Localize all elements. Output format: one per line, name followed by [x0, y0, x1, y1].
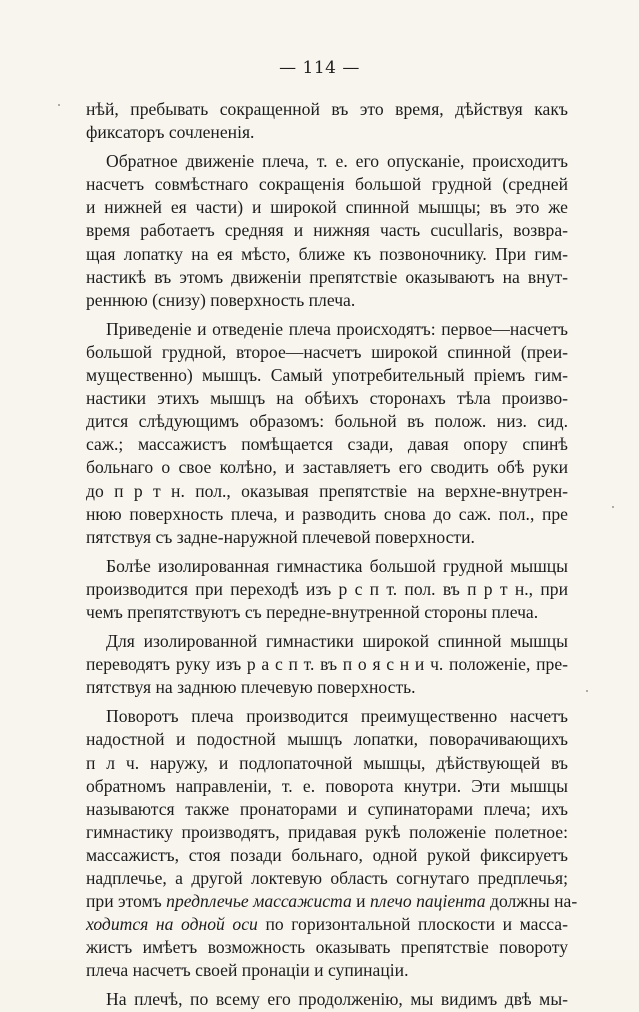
- scan-speck: [612, 506, 614, 508]
- text-line: п л ч. наружу, и подлопаточной мышцы, дѣйствующей въ: [86, 752, 568, 773]
- text-run: при этомъ: [86, 891, 167, 912]
- text-line: настикѣ въ этомъ движеніи препятствіе оказываютъ на внут-: [86, 266, 568, 287]
- text-line: нѣй, пребывать сокращенной въ это время, дѣйствуя какъ: [86, 99, 568, 119]
- text-line: реннюю (снизу) поверхность плеча.: [86, 289, 356, 310]
- text-run: и: [351, 891, 370, 912]
- text-line: называются также пронаторами и супинаторами плеча; ихъ: [86, 798, 568, 819]
- text-line: мущественно) мышцъ. Самый употребительный пріемъ гим-: [86, 365, 568, 386]
- text-line: насчетъ совмѣстнаго сокращенія большой грудной (средней: [86, 174, 568, 195]
- text-line: Для изолированной гимнастики широкой спинной мышцы: [106, 631, 568, 652]
- text-line: и нижней ея части) и широкой спинной мышцы; въ это же: [86, 197, 568, 218]
- body-text: [86, 98, 578, 1012]
- text-line: гимнастику производятъ, придавая рукѣ положеніе полетное:: [86, 821, 568, 842]
- text-run: должны на-: [485, 891, 578, 912]
- text-line: пятствуя съ задне-наружной плечевой поверхности.: [86, 526, 475, 547]
- text-line: саж.; массажистъ помѣщается сзади, давая опору спинѣ: [86, 434, 568, 455]
- text-line: Болѣе изолированная гимнастика большой грудной мышцы: [106, 555, 568, 576]
- text-line: больнаго о свое колѣно, и заставляетъ его сводить обѣ руки: [86, 457, 568, 478]
- text-run: по горизонтальной плоскости и масса-: [257, 914, 568, 935]
- text-line: настики этихъ мышцъ на обѣихъ сторонахъ тѣла произво-: [86, 388, 568, 409]
- text-line: надплечье, а другой локтевую область согнутаго предплечья;: [86, 868, 568, 888]
- text-line: щая лопатку на ея мѣсто, ближе къ позвоночнику. При гим-: [86, 243, 568, 264]
- text-line: нюю поверхность плеча, и разводить снова до саж. пол., пре: [86, 503, 568, 524]
- text-line: дится слѣдующимъ образомъ: больной въ полож. низ. сид.: [86, 411, 568, 432]
- text-line: пятствуя на заднюю плечевую поверхность.: [86, 677, 416, 698]
- text-line-italic-mix: [86, 890, 578, 913]
- text-line: Обратное движеніе плеча, т. е. его опусканіе, происходитъ: [106, 151, 568, 172]
- text-line: до п р т н. пол., оказывая препятствіе на верхне-внутрен-: [86, 480, 568, 501]
- text-line: массажистъ, стоя позади больнаго, одной рукой фиксируетъ: [86, 844, 568, 865]
- text-line: обратномъ направленіи, т. е. поворота кнутри. Эти мышцы: [86, 775, 568, 796]
- text-line: На плечѣ, по всему его продолженію, мы видимъ двѣ мы-: [106, 989, 568, 1010]
- text-line: фиксаторъ сочлененія.: [86, 122, 255, 143]
- text-line: переводятъ руку изъ р а с п т. въ п о я с н и ч. положеніе, пре-: [86, 654, 568, 675]
- text-line: плеча насчетъ своей пронаціи и супинаціи.: [86, 960, 409, 981]
- text-line: Приведеніе и отведеніе плеча происходятъ: первое—насчетъ: [106, 318, 568, 339]
- italic-phrase: ходится на одной оси: [86, 914, 258, 935]
- italic-phrase: предплечье массажиста: [166, 891, 352, 912]
- text-line: производится при переходѣ изъ р с п т. пол. въ п р т н., при: [86, 578, 568, 599]
- italic-phrase: плечо паціента: [370, 891, 486, 912]
- text-line: надостной и подостной мышцъ лопатки, поворачивающихъ: [86, 729, 568, 750]
- page-number: — 114 —: [279, 58, 360, 78]
- text-line: время работаетъ средняя и нижняя часть cucullaris, возвра-: [86, 220, 568, 241]
- scan-speck: [586, 690, 588, 692]
- scan-speck: [58, 104, 60, 106]
- text-line: чемъ препятствуютъ съ передне-внутренной стороны плеча.: [86, 601, 539, 622]
- text-line-italic-mix: [86, 913, 568, 936]
- text-line: большой грудной, второе—насчетъ широкой спинной (преи-: [86, 341, 568, 362]
- text-line: жистъ имѣетъ возможность оказывать препятствіе повороту: [86, 937, 568, 958]
- text-line: Поворотъ плеча производится преимущественно насчетъ: [106, 706, 568, 727]
